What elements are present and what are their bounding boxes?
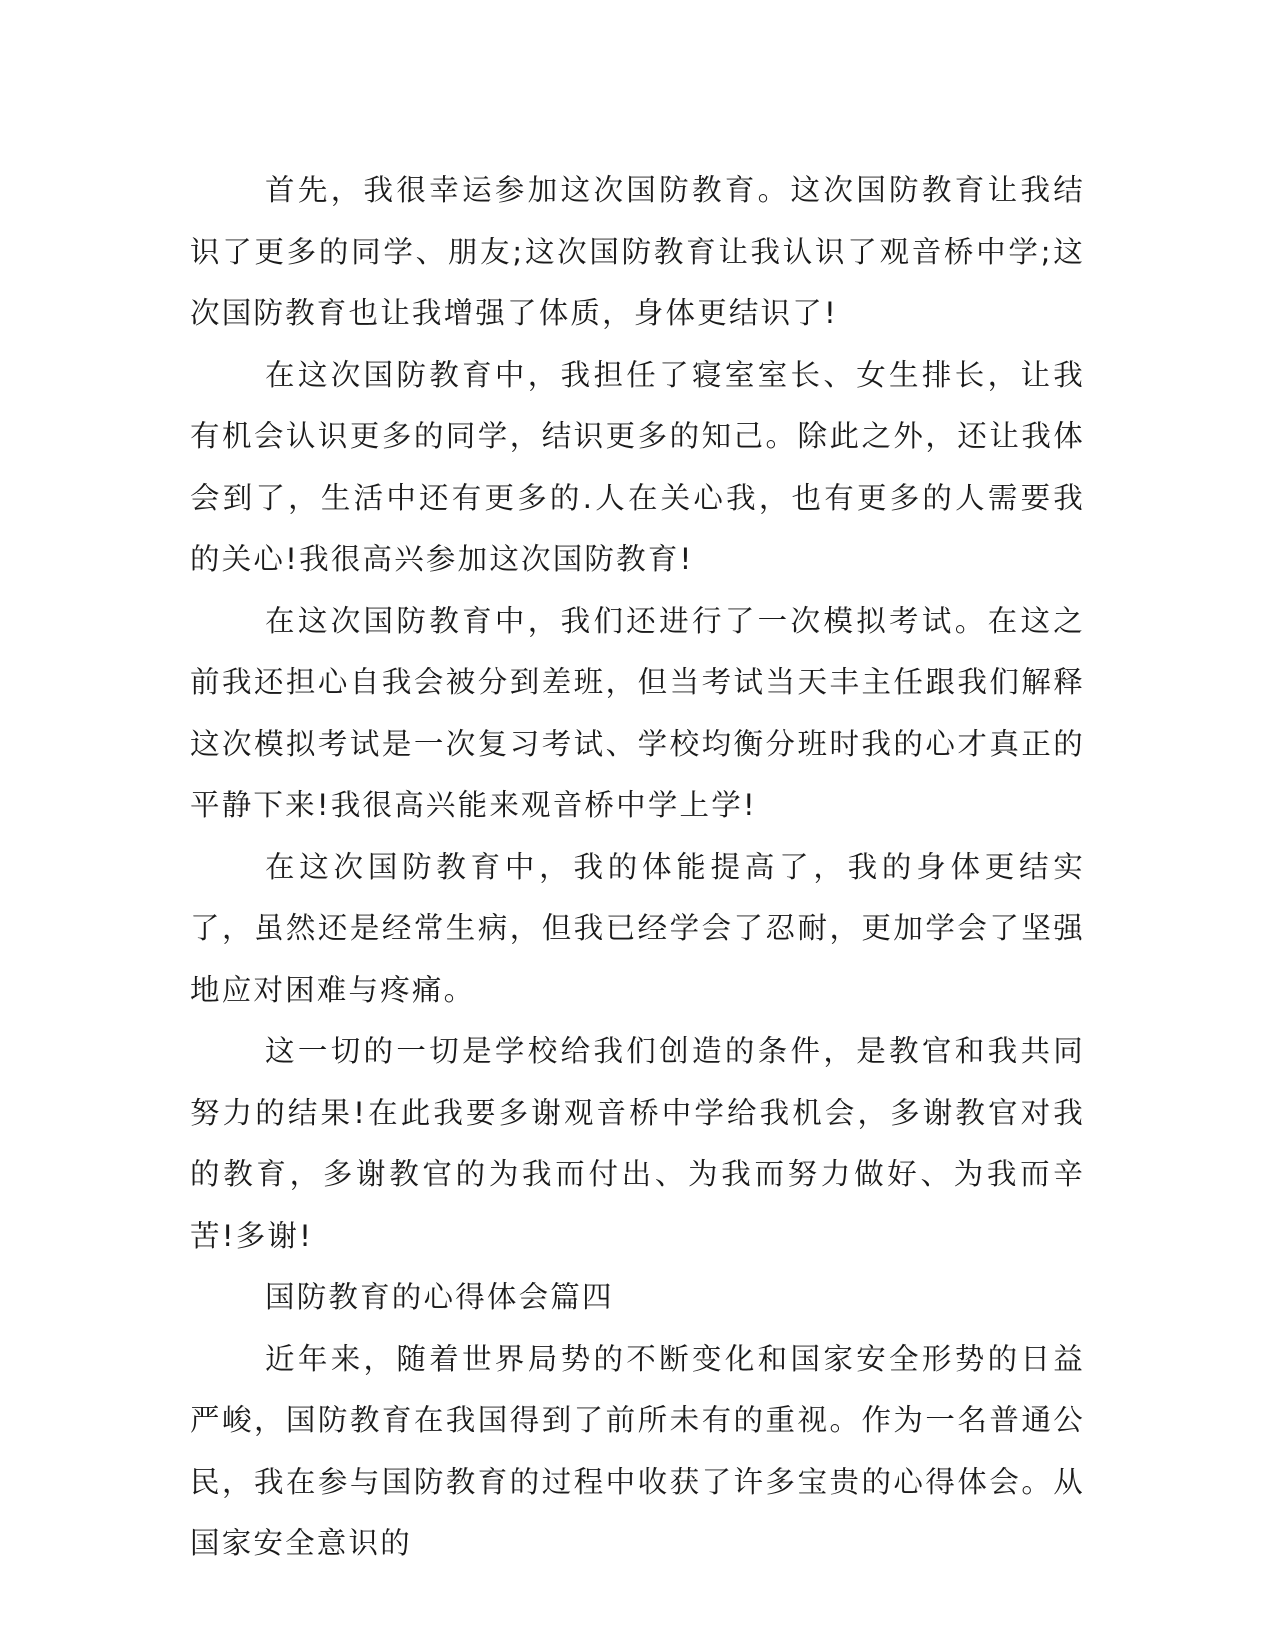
paragraph-2: 在这次国防教育中，我担任了寝室室长、女生排长，让我有机会认识更多的同学，结识更多的知己。除此之外，还让我体会到了，生活中还有更多的.人在关心我，也有更多的人需要我的关心!我很高兴参加这次国防教育! xyxy=(190,357,1085,576)
paragraph-6: 近年来，随着世界局势的不断变化和国家安全形势的日益严峻，国防教育在我国得到了前所未有的重视。作为一名普通公民，我在参与国防教育的过程中收获了许多宝贵的心得体会。从国家安全意识的 xyxy=(190,1341,1085,1560)
paragraph-3: 在这次国防教育中，我们还进行了一次模拟考试。在这之前我还担心自我会被分到差班，但当考试当天丰主任跟我们解释这次模拟考试是一次复习考试、学校均衡分班时我的心才真正的平静下来!我很高兴能来观音桥中学上学! xyxy=(190,603,1085,822)
paragraph-4: 在这次国防教育中，我的体能提高了，我的身体更结实了，虽然还是经常生病，但我已经学会了忍耐，更加学会了坚强地应对困难与疼痛。 xyxy=(190,849,1085,1007)
paragraph-1: 首先，我很幸运参加这次国防教育。这次国防教育让我结识了更多的同学、朋友;这次国防教育让我认识了观音桥中学;这次国防教育也让我增强了体质，身体更结识了! xyxy=(190,173,1085,330)
paragraph-5: 这一切的一切是学校给我们创造的条件，是教官和我共同努力的结果!在此我要多谢观音桥中学给我机会，多谢教官对我的教育，多谢教官的为我而付出、为我而努力做好、为我而辛苦!多谢! xyxy=(190,1034,1085,1253)
section-heading: 国防教育的心得体会篇四 xyxy=(265,1280,614,1314)
document-body xyxy=(190,160,1085,1575)
